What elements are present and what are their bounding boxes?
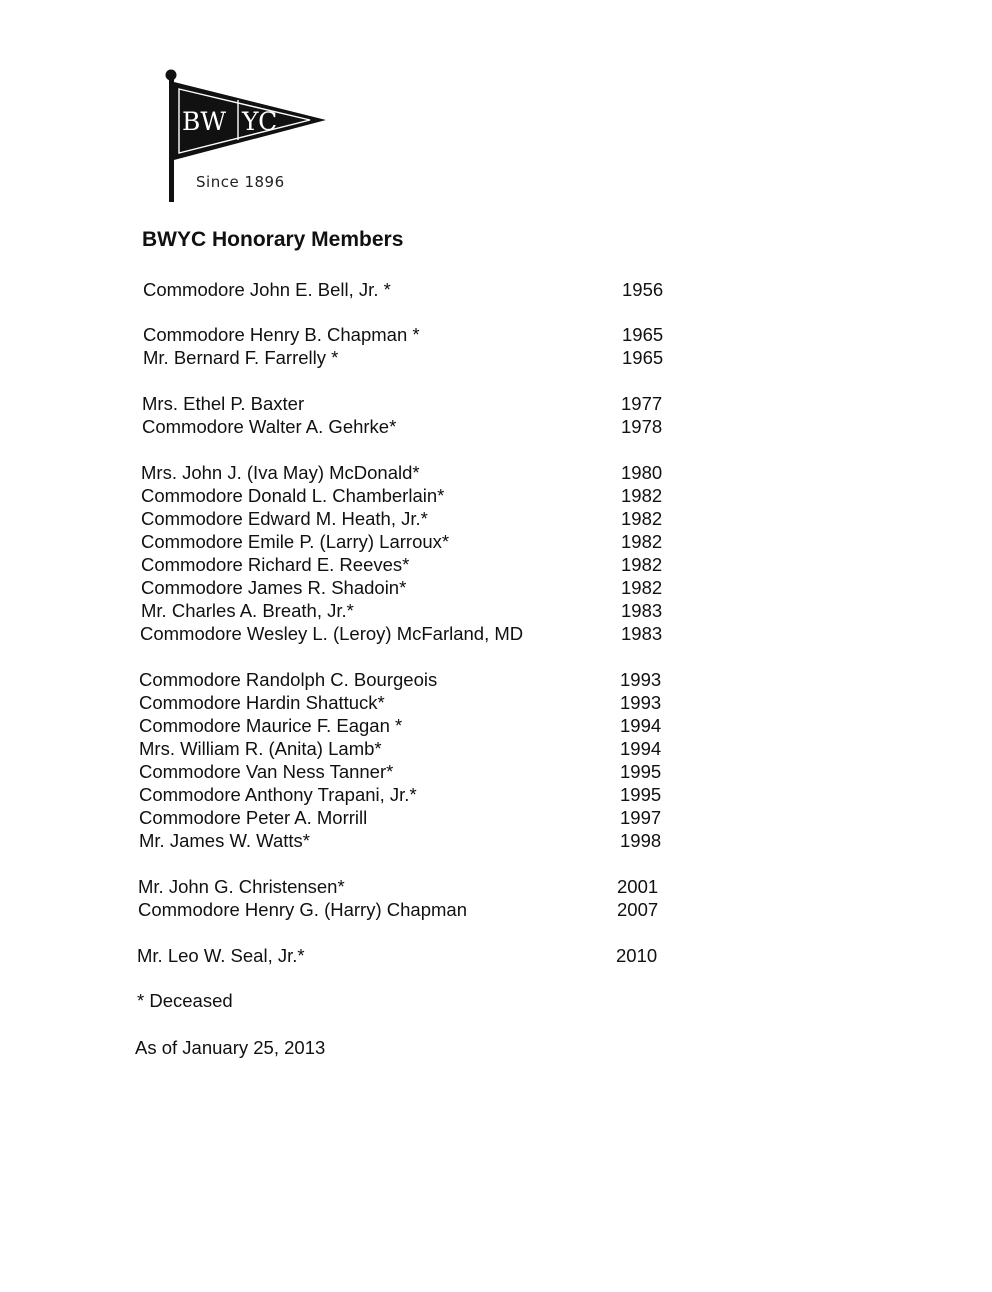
logo-caption: Since 1896 — [196, 173, 285, 191]
member-year: 1993 — [620, 669, 662, 690]
pennant-text-right: YC — [242, 107, 278, 136]
member-name: Commodore Edward M. Heath, Jr.* — [141, 508, 428, 529]
as-of-date: As of January 25, 2013 — [135, 1037, 326, 1058]
member-year: 1995 — [620, 784, 662, 805]
member-year: 1982 — [621, 577, 663, 598]
pennant-text-left: BW — [182, 107, 227, 136]
member-name: Commodore Randolph C. Bourgeois — [139, 669, 438, 690]
member-year: 1982 — [621, 554, 663, 575]
member-year: 1997 — [620, 807, 662, 828]
member-year: 2010 — [616, 945, 658, 966]
member-name: Mrs. Ethel P. Baxter — [142, 393, 305, 414]
member-name: Commodore Hardin Shattuck* — [139, 692, 385, 713]
member-year: 1965 — [622, 347, 664, 368]
member-year: 1978 — [621, 416, 663, 437]
member-year: 1956 — [622, 279, 664, 300]
member-year: 1995 — [620, 761, 662, 782]
member-year: 2007 — [617, 899, 659, 920]
member-name: Commodore James R. Shadoin* — [141, 577, 407, 598]
member-year: 1982 — [621, 531, 663, 552]
member-year: 1983 — [621, 600, 663, 621]
member-name: Commodore Emile P. (Larry) Larroux* — [141, 531, 450, 552]
member-year: 1993 — [620, 692, 662, 713]
member-year: 2001 — [617, 876, 659, 897]
member-name: Mr. Leo W. Seal, Jr.* — [137, 945, 305, 966]
member-year: 1994 — [620, 715, 662, 736]
member-name: Mr. James W. Watts* — [139, 830, 310, 851]
member-name: Commodore Wesley L. (Leroy) McFarland, MD — [140, 623, 524, 644]
member-name: Commodore Donald L. Chamberlain* — [141, 485, 445, 506]
member-name: Mr. Bernard F. Farrelly * — [143, 347, 339, 368]
member-year: 1982 — [621, 485, 663, 506]
member-name: Commodore Anthony Trapani, Jr.* — [139, 784, 417, 805]
member-name: Commodore Maurice F. Eagan * — [139, 715, 403, 736]
member-year: 1982 — [621, 508, 663, 529]
member-year: 1980 — [621, 462, 663, 483]
member-name: Commodore Van Ness Tanner* — [139, 761, 394, 782]
club-logo — [162, 68, 342, 204]
member-year: 1983 — [621, 623, 663, 644]
member-year: 1994 — [620, 738, 662, 759]
member-name: Commodore Richard E. Reeves* — [141, 554, 410, 575]
member-name: Commodore Peter A. Morrill — [139, 807, 368, 828]
member-name: Mr. John G. Christensen* — [138, 876, 345, 897]
footnote: * Deceased — [137, 990, 233, 1011]
member-name: Commodore Henry G. (Harry) Chapman — [138, 899, 467, 920]
member-name: Mr. Charles A. Breath, Jr.* — [141, 600, 354, 621]
member-year: 1977 — [621, 393, 663, 414]
member-year: 1965 — [622, 324, 664, 345]
member-name: Commodore John E. Bell, Jr. * — [143, 279, 391, 300]
member-name: Mrs. John J. (Iva May) McDonald* — [141, 462, 420, 483]
member-year: 1998 — [620, 830, 662, 851]
page-title: BWYC Honorary Members — [142, 228, 404, 251]
member-name: Mrs. William R. (Anita) Lamb* — [139, 738, 382, 759]
member-name: Commodore Henry B. Chapman * — [143, 324, 420, 345]
member-name: Commodore Walter A. Gehrke* — [142, 416, 397, 437]
